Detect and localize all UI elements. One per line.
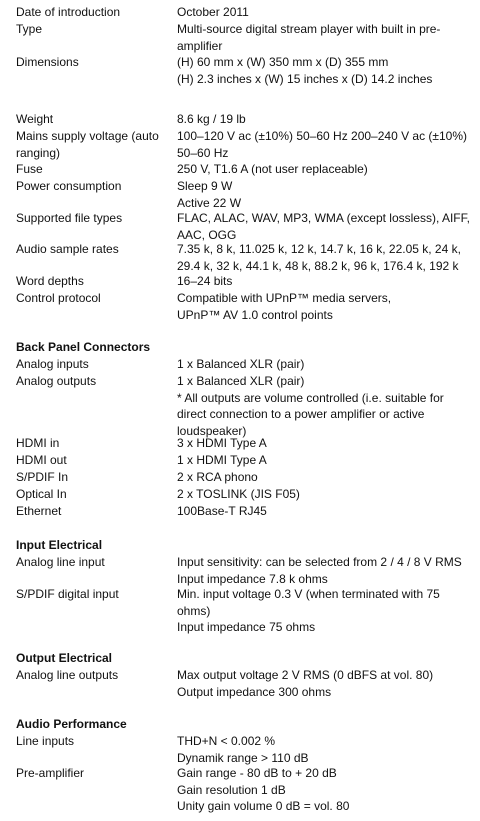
spec-label	[16, 273, 176, 290]
spec-value-line: 16–24 bits	[177, 274, 233, 288]
spec-label	[16, 503, 176, 520]
spec-label	[16, 290, 176, 307]
spec-value-line: Unity gain volume 0 dB = vol. 80	[177, 799, 350, 814]
spec-value-line: Max output voltage 2 V RMS (0 dBFS at vol. 80)	[177, 668, 434, 682]
spec-value-line: Input sensitivity: can be selected from 2 / 4 / 8 V RMS	[177, 555, 462, 569]
spec-label-line: Power consumption	[16, 179, 122, 193]
spec-value	[177, 178, 477, 211]
section-heading: Input Electrical	[16, 538, 103, 552]
spec-label	[16, 210, 176, 227]
spec-value-line: October 2011	[177, 5, 249, 19]
spec-value	[177, 486, 477, 503]
spec-value-line: Dynamik range > 110 dB	[177, 750, 309, 765]
spec-label-line: Weight	[16, 112, 54, 126]
spec-label	[16, 435, 176, 452]
spec-value-line: (H) 2.3 inches x (W) 15 inches x (D) 14.2 inches	[177, 71, 433, 86]
spec-value-line: amplifier	[177, 38, 223, 53]
spec-label-line: Supported file types	[16, 211, 123, 225]
spec-value	[177, 452, 477, 469]
spec-label	[16, 54, 176, 71]
spec-label-line: Analog outputs	[16, 374, 97, 388]
spec-value-line: THD+N < 0.002 %	[177, 734, 276, 748]
spec-value	[177, 21, 477, 54]
spec-value	[177, 161, 477, 178]
spec-label	[16, 667, 176, 684]
spec-value	[177, 128, 477, 161]
spec-label	[16, 373, 176, 390]
spec-label	[16, 586, 176, 603]
spec-value-line: 100–120 V ac (±10%) 50–60 Hz 200–240 V ac (±10%)	[177, 129, 468, 143]
spec-value	[177, 210, 477, 243]
section-heading: Back Panel Connectors	[16, 340, 151, 354]
spec-value	[177, 554, 477, 587]
spec-label-line: ranging)	[16, 145, 61, 160]
spec-label-line: Date of introduction	[16, 5, 121, 19]
spec-value-line: 7.35 k, 8 k, 11.025 k, 12 k, 14.7 k, 16 k, 22.05 k, 24 k,	[177, 242, 461, 256]
spec-value-line: loudspeaker)	[177, 423, 247, 438]
spec-value	[177, 290, 477, 323]
spec-label	[16, 554, 176, 571]
spec-value	[177, 241, 477, 274]
spec-value-line: 1 x HDMI Type A	[177, 453, 267, 467]
spec-label-line: Dimensions	[16, 55, 79, 69]
spec-value-line: Compatible with UPnP™ media servers,	[177, 291, 392, 305]
spec-label-line: Control protocol	[16, 291, 101, 305]
spec-label	[16, 21, 176, 38]
spec-value	[177, 765, 477, 815]
spec-label-line: HDMI in	[16, 436, 60, 450]
spec-value-line: Active 22 W	[177, 195, 242, 210]
spec-value-line: Gain range - 80 dB to + 20 dB	[177, 766, 337, 780]
spec-value-line: 1 x Balanced XLR (pair)	[177, 357, 305, 371]
spec-value-line: 100Base-T RJ45	[177, 504, 267, 518]
spec-label	[16, 161, 176, 178]
spec-label-line: Analog inputs	[16, 357, 89, 371]
spec-label-line: Analog line input	[16, 555, 105, 569]
spec-value-line: Multi-source digital stream player with built in pre-	[177, 22, 441, 36]
spec-label-line: Word depths	[16, 274, 84, 288]
spec-value	[177, 273, 477, 290]
spec-label	[16, 452, 176, 469]
spec-label-line: Ethernet	[16, 504, 62, 518]
spec-value	[177, 111, 477, 128]
spec-value-line: ohms)	[177, 603, 211, 618]
spec-label-line: HDMI out	[16, 453, 67, 467]
spec-value	[177, 667, 477, 700]
spec-label	[16, 128, 176, 161]
spec-label	[16, 733, 176, 750]
spec-label-line: Line inputs	[16, 734, 75, 748]
spec-value-line: Sleep 9 W	[177, 179, 233, 193]
spec-value-line: direct connection to a power amplifier or active	[177, 407, 425, 422]
spec-value-line: 1 x Balanced XLR (pair)	[177, 374, 305, 388]
spec-value	[177, 4, 477, 21]
spec-value	[177, 373, 477, 439]
spec-label	[16, 469, 176, 486]
spec-value	[177, 503, 477, 520]
spec-value-line: 50–60 Hz	[177, 145, 229, 160]
spec-label-line: Audio sample rates	[16, 242, 119, 256]
spec-label-line: Mains supply voltage (auto	[16, 129, 159, 143]
section-heading: Output Electrical	[16, 651, 113, 665]
spec-value	[177, 54, 477, 87]
spec-value-line: 2 x RCA phono	[177, 470, 258, 484]
spec-label	[16, 486, 176, 503]
spec-label-line: Type	[16, 22, 43, 36]
spec-label-line: Fuse	[16, 162, 43, 176]
spec-label-line: S/PDIF In	[16, 470, 69, 484]
spec-label	[16, 178, 176, 195]
spec-value-line: AAC, OGG	[177, 227, 237, 242]
spec-value-line: 250 V, T1.6 A (not user replaceable)	[177, 162, 368, 176]
spec-label-line: Optical In	[16, 487, 67, 501]
spec-value	[177, 586, 477, 636]
spec-label-line: Analog line outputs	[16, 668, 119, 682]
spec-value	[177, 356, 477, 373]
spec-label	[16, 765, 176, 782]
spec-value-line: 8.6 kg / 19 lb	[177, 112, 246, 126]
spec-value-line: 3 x HDMI Type A	[177, 436, 267, 450]
spec-value-line: (H) 60 mm x (W) 350 mm x (D) 355 mm	[177, 55, 389, 69]
spec-label	[16, 356, 176, 373]
spec-value	[177, 469, 477, 486]
spec-value-line: Min. input voltage 0.3 V (when terminated with 75	[177, 587, 440, 601]
spec-value-line: FLAC, ALAC, WAV, MP3, WMA (except lossless), AIFF,	[177, 211, 470, 225]
spec-label	[16, 241, 176, 258]
section-heading: Audio Performance	[16, 717, 127, 731]
spec-label-line: S/PDIF digital input	[16, 587, 119, 601]
spec-label-line: Pre-amplifier	[16, 766, 85, 780]
spec-value-line: 2 x TOSLINK (JIS F05)	[177, 487, 300, 501]
spec-value-line: Input impedance 7.8 k ohms	[177, 571, 328, 586]
spec-value-line: * All outputs are volume controlled (i.e. suitable for	[177, 390, 444, 405]
spec-value	[177, 435, 477, 452]
spec-label	[16, 4, 176, 21]
spec-value-line: Output impedance 300 ohms	[177, 684, 332, 699]
spec-value-line: UPnP™ AV 1.0 control points	[177, 307, 333, 322]
spec-value	[177, 733, 477, 766]
spec-value-line: 29.4 k, 32 k, 44.1 k, 48 k, 88.2 k, 96 k, 176.4 k, 192 k	[177, 258, 459, 273]
spec-value-line: Gain resolution 1 dB	[177, 782, 286, 797]
spec-label	[16, 111, 176, 128]
spec-value-line: Input impedance 75 ohms	[177, 620, 316, 635]
